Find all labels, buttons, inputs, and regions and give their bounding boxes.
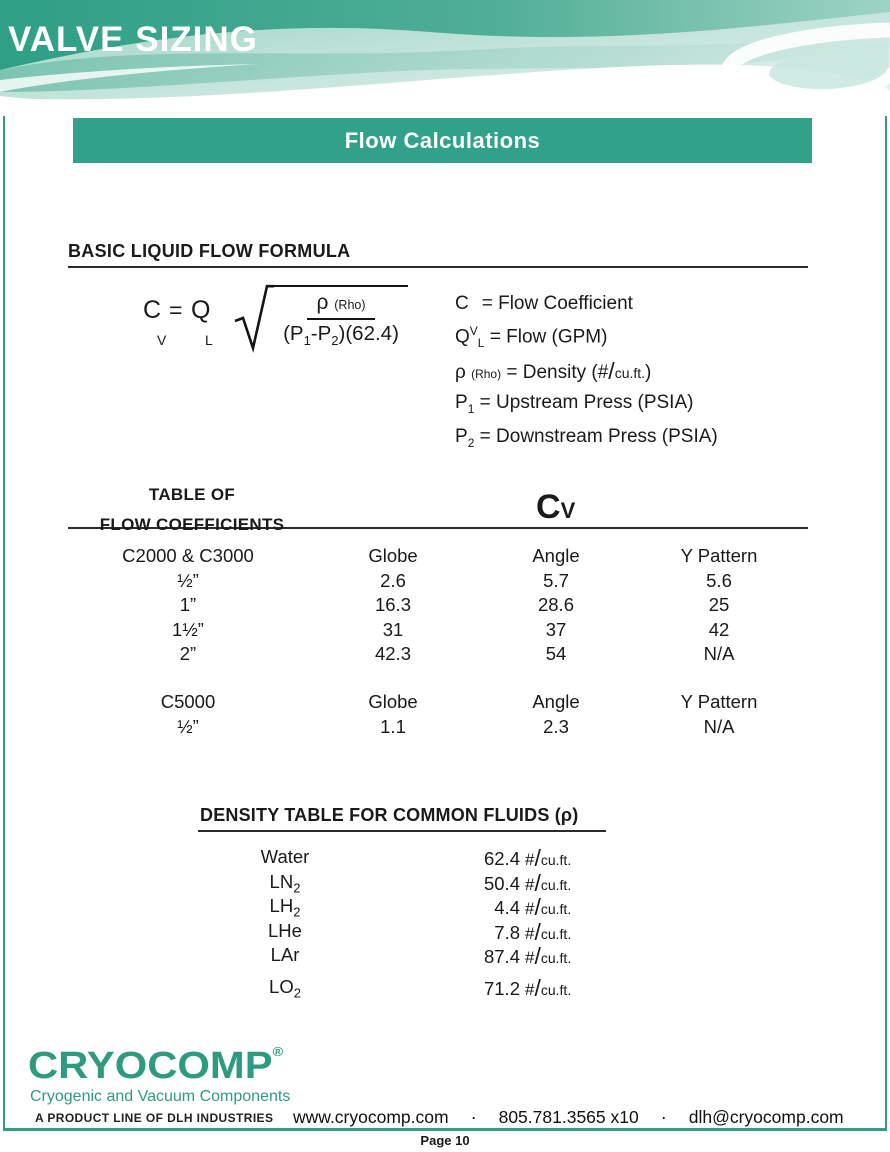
unit-slash: / [534, 918, 541, 945]
numerator-rho: ρ [316, 291, 329, 314]
cell-ypattern: 25 [708, 594, 730, 616]
legend-line-rho [455, 360, 718, 385]
flow-table-header [68, 478, 808, 534]
unit-slash: / [534, 894, 541, 920]
separator-dot-icon: · [470, 1107, 477, 1127]
cell-globe: 1.1 [380, 715, 406, 737]
density-row [200, 919, 640, 944]
email-link[interactable]: dlh@cryocomp.com [688, 1107, 844, 1127]
phone-number: 805.781.3565 x10 [498, 1107, 639, 1127]
fraction-numerator [307, 291, 374, 320]
cv-symbol [536, 490, 575, 528]
legend-q: Q [455, 325, 470, 347]
cell-ypattern: N/A [703, 643, 735, 665]
unit-hash: # [525, 899, 535, 918]
cell-globe: 42.3 [374, 643, 411, 665]
cell-size: ½” [177, 715, 199, 737]
group1-name: C2000 & C3000 [122, 545, 254, 566]
formula-c: C [143, 296, 162, 324]
legend-line-c [455, 293, 718, 314]
cell-ypattern: 5.6 [706, 569, 732, 591]
logo-text: CRYOCOMP [28, 1045, 273, 1087]
density-row [200, 943, 640, 968]
cryocomp-logo [28, 1044, 283, 1088]
numerator-rho-label: (Rho) [334, 298, 366, 312]
unit-slash: / [534, 845, 541, 871]
page-title: VALVE SIZING [8, 20, 258, 59]
fluid-base: LH [269, 895, 294, 916]
density-number: 62.4 [483, 848, 520, 869]
fluid-name [200, 975, 370, 1006]
col-header-angle: Angle [532, 545, 580, 566]
table-row-group2-header [72, 690, 808, 715]
unit-text: cu.ft. [540, 852, 572, 868]
legend-line-q [455, 321, 718, 354]
cell-globe: 16.3 [374, 594, 411, 616]
unit-hash: # [525, 979, 535, 999]
fluid-value [370, 975, 640, 1006]
cell-size: 1½” [172, 618, 204, 640]
separator-dot-icon: · [660, 1107, 667, 1127]
fluid-base: LHe [268, 919, 302, 941]
legend-rho-text: = Density (# [501, 362, 609, 384]
density-row [200, 975, 640, 1000]
density-number: 7.8 [494, 921, 520, 943]
density-table-title: DENSITY TABLE FOR COMMON FLUIDS (ρ) [198, 805, 606, 832]
den-mid: -P [310, 322, 332, 345]
radical-vinculum [272, 285, 408, 287]
col-header-globe: Globe [368, 690, 418, 712]
unit-slash: / [534, 943, 541, 969]
density-row [200, 845, 640, 870]
legend-p2: P [455, 425, 468, 447]
fluid-sub: 2 [293, 880, 301, 896]
legend-rho-close: ) [645, 362, 652, 384]
legend-p1-sub: 1 [467, 401, 475, 416]
legend-q-sup: V [469, 323, 478, 338]
legend-c-text: = Flow Coefficient [481, 293, 633, 314]
formula-q: Q [191, 296, 211, 324]
den-p-open: (P [283, 322, 304, 345]
legend-line-p1 [455, 392, 718, 420]
flow-title-line2: FLOW COEFFICIENTS [99, 515, 285, 534]
formula-c-sub: V [157, 332, 167, 348]
table-row [72, 618, 808, 643]
fluid-sub: 2 [293, 904, 301, 920]
legend-p2-text: = Downstream Press (PSIA) [479, 425, 718, 447]
cell-size: 1” [179, 594, 197, 616]
col-header-ypattern: Y Pattern [680, 545, 758, 566]
legend-rho-unit: cu.ft. [614, 365, 646, 382]
col-header-angle: Angle [532, 690, 580, 712]
flow-table-title [86, 480, 298, 540]
unit-hash: # [525, 923, 535, 943]
density-number: 4.4 [494, 897, 520, 918]
table-row [72, 642, 808, 667]
cell-size: 2” [179, 643, 197, 665]
radical-sign-icon [234, 284, 274, 354]
legend-rho: ρ [455, 362, 466, 384]
legend-q-text: = Flow (GPM) [484, 325, 608, 347]
fraction-denominator [274, 322, 408, 348]
cell-size: ½” [177, 569, 199, 591]
density-row [200, 870, 640, 895]
legend-rho-paren: (Rho) [471, 367, 502, 382]
density-table [200, 845, 640, 999]
unit-slash: / [534, 974, 541, 1001]
table-row [72, 569, 808, 594]
legend-rho-slash: / [608, 358, 615, 385]
cell-angle: 28.6 [537, 594, 574, 616]
fluid-sub: 2 [293, 985, 301, 1001]
website-link[interactable]: www.cryocomp.com [293, 1107, 449, 1127]
unit-text: cu.ft. [540, 950, 572, 966]
fluid-value [370, 943, 640, 974]
unit-text: cu.ft. [540, 925, 572, 942]
cell-ypattern: N/A [703, 715, 735, 737]
legend-p1-text: = Upstream Press (PSIA) [479, 391, 694, 413]
unit-text: cu.ft. [540, 876, 572, 893]
formula-fraction [274, 291, 408, 348]
unit-text: cu.ft. [540, 901, 572, 917]
den-sub1: 1 [303, 333, 311, 349]
cell-globe: 2.6 [380, 569, 406, 591]
legend-line-p2 [455, 426, 718, 454]
density-number: 71.2 [483, 977, 520, 999]
legend-p2-sub: 2 [467, 435, 475, 450]
den-sub2: 2 [331, 333, 339, 349]
density-row [200, 894, 640, 919]
density-number: 50.4 [483, 872, 520, 894]
fluid-name [200, 943, 370, 974]
page-number: Page 10 [420, 1133, 470, 1148]
flow-title-line1: TABLE OF [148, 485, 236, 504]
cell-angle: 2.3 [543, 715, 569, 737]
legend-c: C [455, 293, 469, 314]
col-header-globe: Globe [368, 545, 418, 566]
section-heading-basic-formula: BASIC LIQUID FLOW FORMULA [68, 241, 808, 268]
unit-hash: # [525, 874, 535, 894]
logo-tagline: Cryogenic and Vacuum Components [30, 1088, 291, 1105]
table-row [72, 593, 808, 618]
cell-angle: 54 [545, 643, 567, 665]
density-number: 87.4 [483, 946, 520, 967]
banner-title: Flow Calculations [73, 118, 812, 163]
fluid-base: LAr [270, 944, 300, 965]
fluid-base: LO [269, 975, 294, 997]
unit-text: cu.ft. [540, 981, 572, 998]
cell-angle: 5.7 [543, 569, 569, 591]
unit-hash: # [525, 850, 535, 869]
den-rest: )(62.4) [338, 322, 399, 345]
cv-sub: V [560, 498, 576, 523]
unit-hash: # [525, 948, 535, 967]
cell-ypattern: 42 [708, 618, 730, 640]
legend-p1: P [455, 391, 468, 413]
product-line-text: A PRODUCT LINE OF DLH INDUSTRIES [35, 1111, 274, 1125]
table-row [72, 715, 808, 740]
formula-equals: = [169, 297, 183, 323]
fluid-base: LN [269, 870, 294, 892]
formula-q-sub: L [205, 332, 213, 348]
cell-globe: 31 [382, 618, 404, 640]
flow-coefficients-table [72, 544, 808, 739]
contact-bar [293, 1107, 844, 1128]
legend-q-sub: L [477, 335, 485, 350]
table-row-group1-header [72, 544, 808, 569]
formula-legend [455, 293, 718, 460]
group2-name: C5000 [160, 690, 216, 712]
cv-base: C [536, 488, 561, 526]
cell-angle: 37 [545, 618, 567, 640]
col-header-ypattern: Y Pattern [680, 690, 758, 712]
registered-mark-icon: ® [272, 1044, 284, 1059]
fluid-base: Water [260, 846, 310, 867]
unit-slash: / [534, 869, 541, 896]
